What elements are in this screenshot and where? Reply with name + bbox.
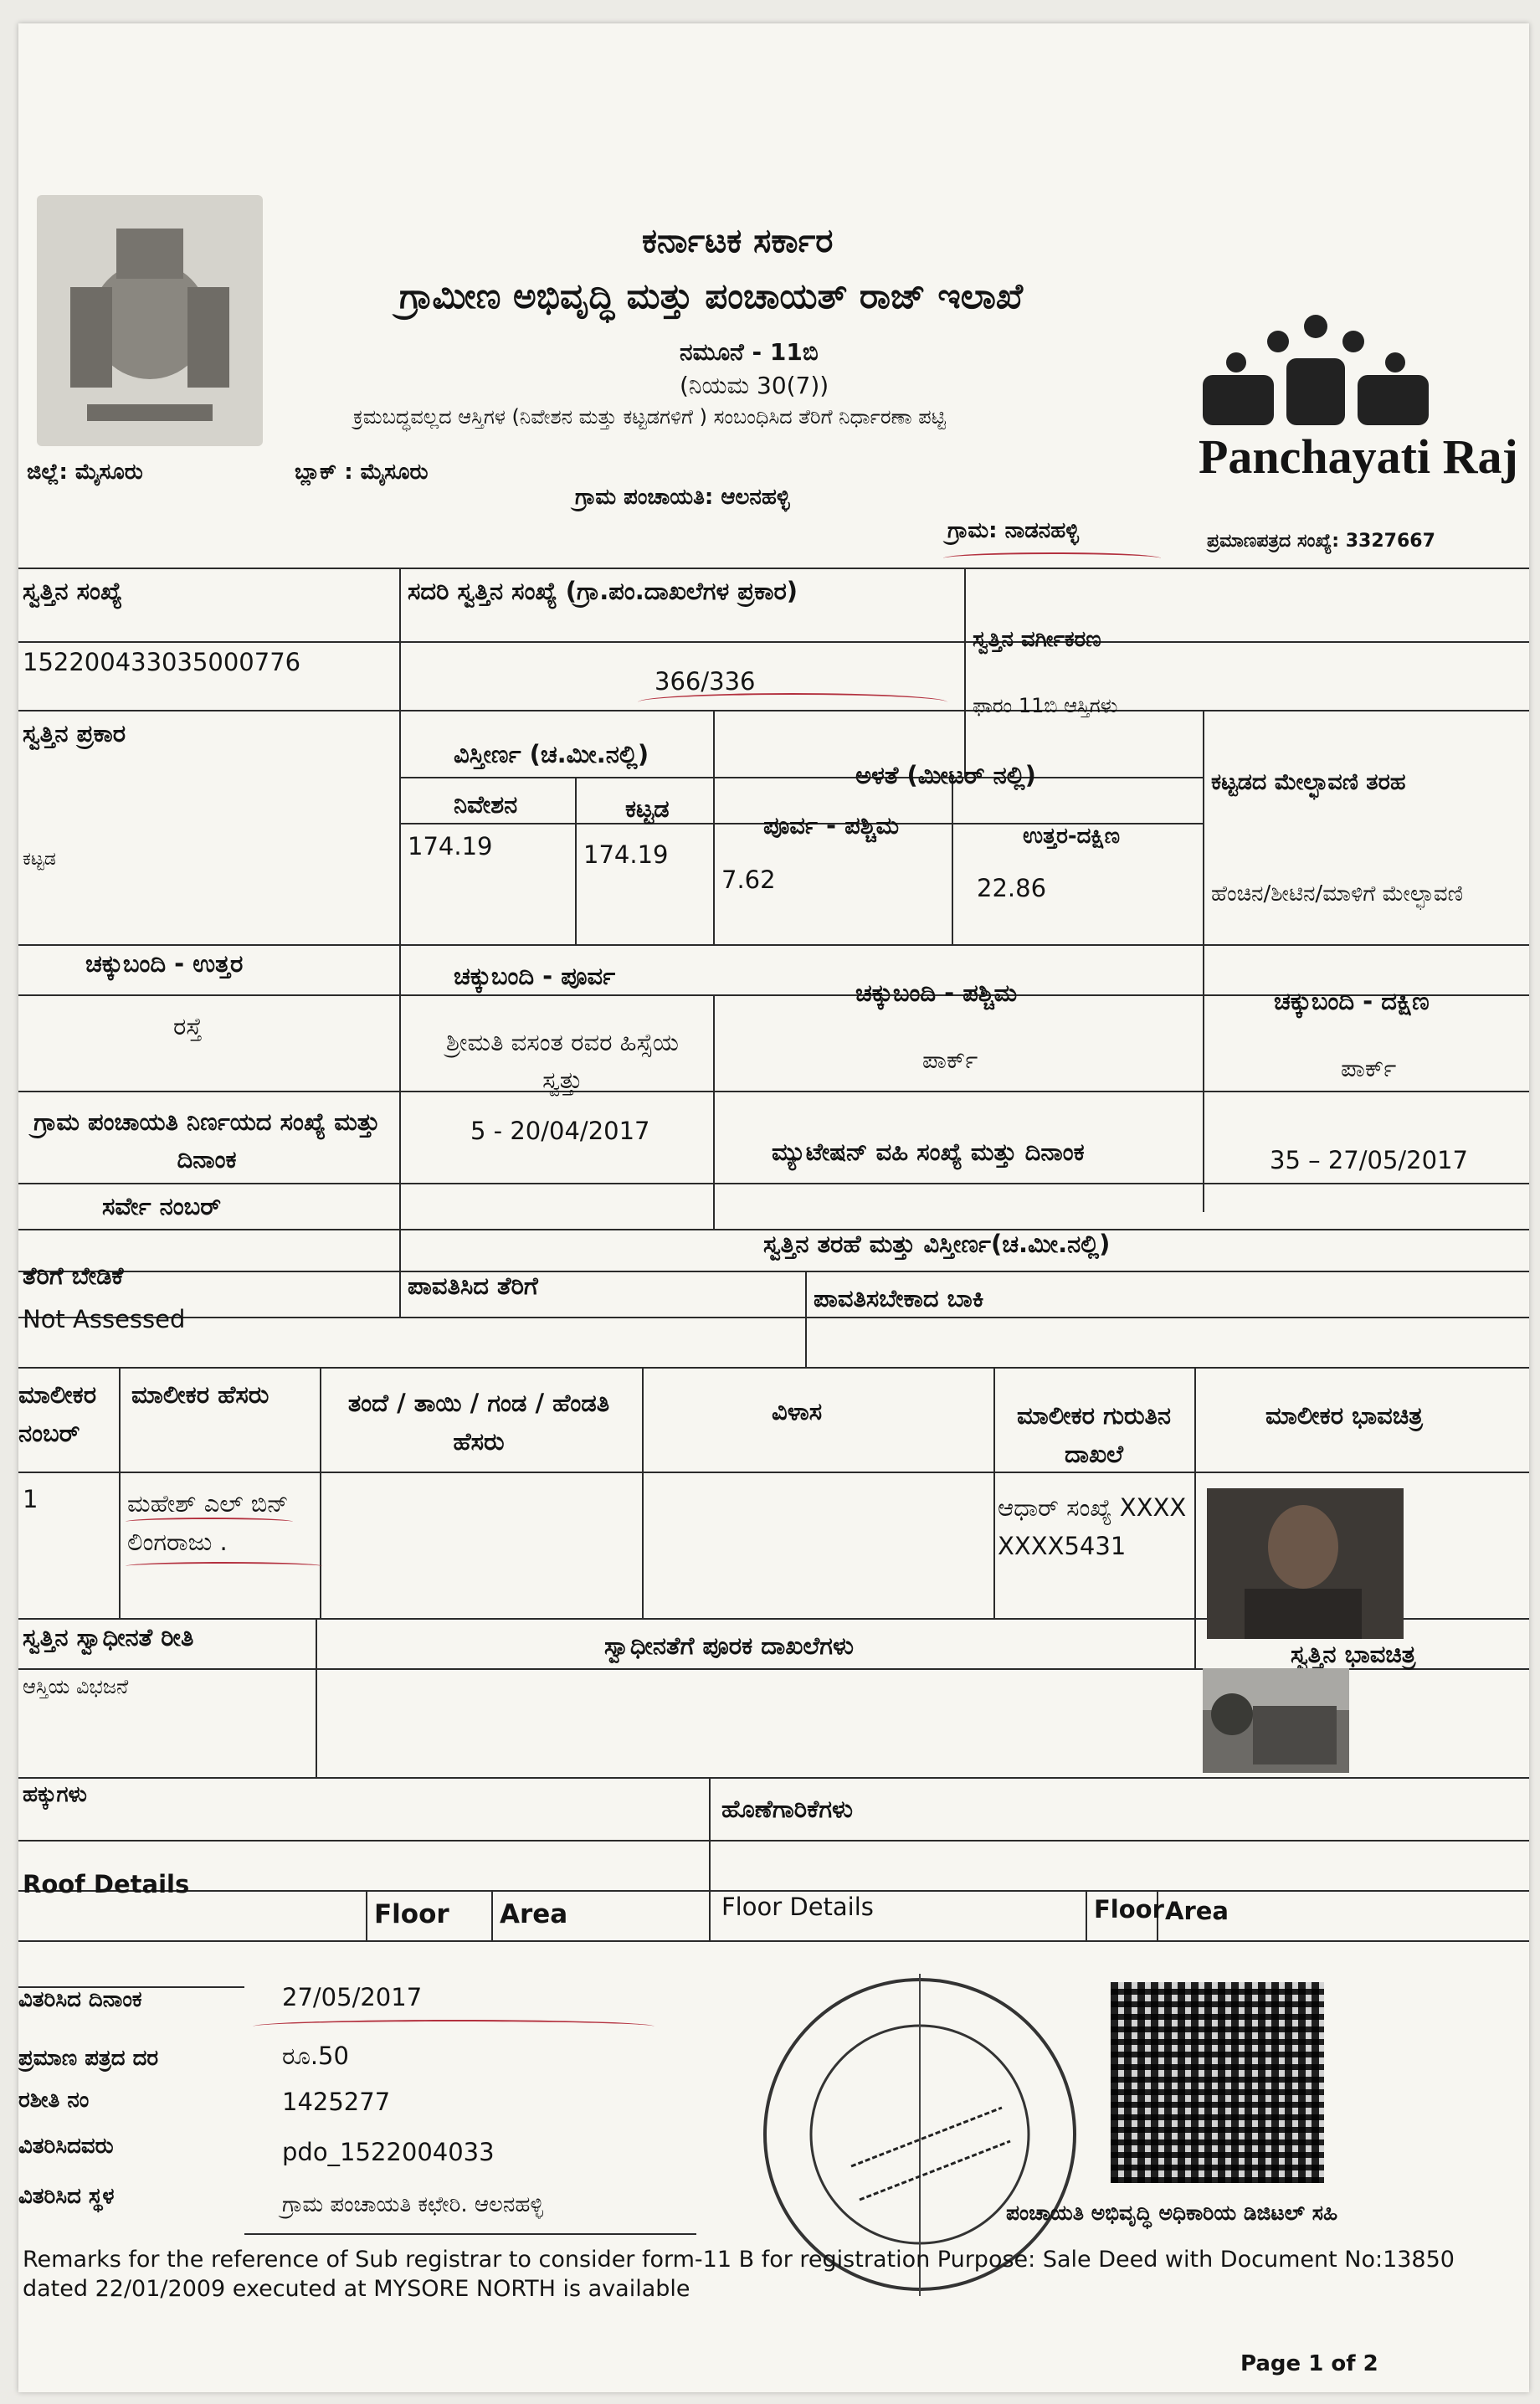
floor-floor-label: Floor <box>1094 1895 1164 1924</box>
header-line1: ಕರ್ನಾಟಕ ಸರ್ಕಾರ <box>642 222 834 260</box>
site-label: ನಿವೇಶನ <box>454 790 518 819</box>
property-id-value: 152200433035000776 <box>23 648 301 676</box>
partition-label: ಆಸ್ತಿಯ ವಿಭಜನೆ <box>23 1675 129 1698</box>
qr-code <box>1111 1982 1324 2183</box>
receipt-value: 1425277 <box>282 2088 391 2116</box>
owner-no-label: ಮಾಲೀಕರ ನಂಬರ್ <box>18 1380 97 1448</box>
property-type-value: ಕಟ್ಟಡ <box>23 849 56 870</box>
roof-label: ಕಟ್ಟಡದ ಮೇಲ್ಛಾವಣಿ ತರಹ <box>1211 769 1406 795</box>
panchayati-raj-logo-icon <box>1194 308 1471 434</box>
place-label: ವಿತರಿಸಿದ ಸ್ಥಳ <box>18 2184 115 2209</box>
ns-value: 22.86 <box>977 874 1047 902</box>
karnataka-emblem-icon <box>37 195 263 446</box>
roof-area-label: Area <box>500 1899 568 1929</box>
block: ಬ್ಲಾಕ್ : ಮೈಸೂರು <box>295 460 429 485</box>
floor-area-label: Area <box>1165 1897 1229 1925</box>
owner-id-label: ಮಾಲೀಕರ ಗುರುತಿನ ದಾಖಲೆ <box>1016 1401 1172 1469</box>
west-label: ಚಕ್ಕುಬಂದಿ - ಪಶ್ಚಿಮ <box>855 979 1018 1007</box>
fee-label: ಪ್ರಮಾಣ ಪತ್ರದ ದರ <box>18 2046 159 2071</box>
owner-name-value: ಮಹೇಶ್ ಎಲ್ ಬಿನ್ ಲಿಂಗರಾಜು . <box>127 1489 289 1557</box>
issuer-label: ವಿತರಿಸಿದವರು <box>18 2134 114 2159</box>
west-value: ಪಾರ್ಕ್ <box>922 1045 978 1074</box>
rule-number: (ನಿಯಮ 30(7)) <box>680 372 829 399</box>
fee-value: ರೂ.50 <box>282 2042 349 2070</box>
east-label: ಚಕ್ಕುಬಂದಿ - ಪೂರ್ವ <box>454 962 616 990</box>
property-photo-label: ಸ್ವತ್ತಿನ ಭಾವಚಿತ್ರ <box>1291 1640 1416 1668</box>
roof-value: ಹೆಂಚಿನ/ಶೀಟಿನ/ಮಾಳಿಗೆ ಮೇಲ್ಛಾವಣಿ <box>1211 881 1464 907</box>
tax-demand-label: ತೆರಿಗೆ ಬೇಡಿಕೆ <box>23 1261 124 1290</box>
digital-signature-label: ಪಂಚಾಯತಿ ಅಭಿವೃದ್ಧಿ ಅಧಿಕಾರಿಯ ಡಿಜಿಟಲ್ ಸಹಿ <box>1006 2201 1338 2225</box>
ew-value: 7.62 <box>721 866 776 894</box>
remarks-line1: Remarks for the reference of Sub registrar to consider form-11 B for registration Purpose: Sale Deed with Document No:13850 <box>23 2247 1455 2273</box>
acq-method-label: ಸ್ವತ್ತಿನ ಸ್ವಾಧೀನತೆ ರೀತಿ <box>23 1623 194 1651</box>
village: ಗ್ರಾಮ: ನಾಡನಹಳ್ಳಿ <box>947 518 1080 543</box>
kind-area-label: ಸ್ವತ್ತಿನ ತರಹೆ ಮತ್ತು ವಿಸ್ತೀರ್ಣ(ಚ.ಮೀ.ನಲ್ಲಿ) <box>763 1230 1111 1258</box>
issue-date-label: ವಿತರಿಸಿದ ದಿನಾಂಕ <box>18 1987 142 2012</box>
owner-parent-label: ತಂದೆ / ತಾಯಿ / ಗಂಡ / ಹೆಂಡತಿ ಹೆಸರು <box>347 1389 610 1456</box>
receipt-label: ರಶೀತಿ ನಂ <box>18 2088 90 2113</box>
mutation-value: 35 – 27/05/2017 <box>1270 1146 1468 1174</box>
place-value: ಗ್ರಾಮ ಪಂಚಾಯತಿ ಕಛೇರಿ. ಆಲನಹಳ್ಳಿ <box>282 2192 544 2217</box>
rights-label: ಹಕ್ಕುಗಳು <box>23 1782 87 1807</box>
property-type-label: ಸ್ವತ್ತಿನ ಪ್ರಕಾರ <box>23 719 126 747</box>
issuer-value: pdo_1522004033 <box>282 2138 495 2166</box>
acq-docs-label: ಸ್ವಾಧೀನತೆಗೆ ಪೂರಕ ದಾಖಲೆಗಳು <box>604 1631 854 1660</box>
north-label: ಚಕ್ಕುಬಂದಿ - ಉತ್ತರ <box>85 949 244 978</box>
owner-photo <box>1207 1488 1404 1639</box>
north-value: ರಸ್ತೆ <box>173 1012 203 1040</box>
page-number: Page 1 of 2 <box>1240 2351 1378 2376</box>
area-label: ವಿಸ್ತೀರ್ಣ (ಚ.ಮೀ.ನಲ್ಲಿ) <box>454 740 649 768</box>
ew-label: ಪೂರ್ವ - ಪಶ್ಚಿಮ <box>763 811 900 840</box>
ns-label: ಉತ್ತರ-ದಕ್ಷಿಣ <box>1023 824 1121 849</box>
owner-photo-label: ಮಾಲೀಕರ ಭಾವಚಿತ್ರ <box>1265 1401 1423 1430</box>
tax-demand-value: Not Assessed <box>23 1305 186 1333</box>
header-subtitle: ಕ್ರಮಬದ್ಧವಲ್ಲದ ಆಸ್ತಿಗಳ (ನಿವೇಶನ ಮತ್ತು ಕಟ್ಟಡಗಳಿಗೆ ) ಸಂಬಂಧಿಸಿದ ತೆರಿಗೆ ನಿರ್ಧಾರಣಾ ಪಟ್ಟಿ <box>353 405 947 429</box>
owner-address-label: ವಿಳಾಸ <box>772 1397 823 1425</box>
mutation-label: ಮ್ಯುಟೇಷನ್ ವಹಿ ಸಂಖ್ಯೆ ಮತ್ತು ದಿನಾಂಕ <box>772 1138 1085 1166</box>
owner-id-value: ಆಧಾರ್ ಸಂಖ್ಯೆ XXXXXXXX5431 <box>998 1493 1187 1561</box>
floor-details-label: Floor Details <box>721 1893 874 1921</box>
sadari-value: 366/336 <box>654 667 756 696</box>
east-value: ಶ್ರೀಮತಿ ವಸಂತ ರವರ ಹಿಸ್ಸೆಯ ಸ್ವತ್ತು <box>446 1028 679 1094</box>
logo-text: Panchayati Raj <box>1199 429 1518 484</box>
south-value: ಪಾರ್ಕ್ <box>1341 1054 1397 1082</box>
site-value: 174.19 <box>408 832 493 860</box>
roof-floor-label: Floor <box>374 1899 449 1929</box>
roof-details-label: Roof Details <box>23 1870 190 1898</box>
survey-label: ಸರ್ವೇ ನಂಬರ್ <box>102 1192 221 1220</box>
issue-date-value: 27/05/2017 <box>282 1983 423 2011</box>
gp-decision-label: ಗ್ರಾಮ ಪಂಚಾಯತಿ ನಿರ್ಣಯದ ಸಂಖ್ಯೆ ಮತ್ತು ದಿನಾಂಕ <box>33 1107 380 1174</box>
remarks-line2: dated 22/01/2009 executed at MYSORE NORTH is available <box>23 2276 690 2302</box>
property-photo <box>1203 1668 1349 1773</box>
liabilities-label: ಹೊಣೆಗಾರಿಕೆಗಳು <box>721 1795 853 1823</box>
south-label: ಚಕ್ಕುಬಂದಿ - ದಕ್ಷಿಣ <box>1274 987 1430 1015</box>
tax-paid-label: ಪಾವತಿಸಿದ ತೆರಿಗೆ <box>408 1271 538 1300</box>
building-label: ಕಟ್ಟಡ <box>625 794 670 823</box>
property-id-label: ಸ್ವತ್ತಿನ ಸಂಖ್ಯೆ <box>23 577 123 605</box>
form-number: ನಮೂನೆ - 11ಬಿ <box>680 338 819 366</box>
owner-no-value: 1 <box>23 1485 38 1513</box>
document-page <box>18 23 1529 2392</box>
classification-value: ಫಾರಂ 11ಬಿ ಆಸ್ತಿಗಳು <box>973 694 1118 717</box>
certificate-number: ಪ್ರಮಾಣಪತ್ರದ ಸಂಖ್ಯೆ: 3327667 <box>1207 531 1435 552</box>
gram-panchayat: ಗ್ರಾಮ ಪಂಚಾಯತಿ: ಆಲನಹಳ್ಳಿ <box>575 485 790 510</box>
header-line2: ಗ್ರಾಮೀಣ ಅಭಿವೃದ್ಧಿ ಮತ್ತು ಪಂಚಾಯತ್ ರಾಜ್ ಇಲಾಖೆ <box>399 275 1024 316</box>
dims-label: ಅಳತೆ (ಮೀಟರ್ ನಲ್ಲಿ) <box>855 761 1036 789</box>
gp-decision-value: 5 - 20/04/2017 <box>470 1117 650 1145</box>
sadari-label: ಸದರಿ ಸ್ವತ್ತಿನ ಸಂಖ್ಯೆ (ಗ್ರಾ.ಪಂ.ದಾಖಲೆಗಳ ಪ್ರಕಾರ) <box>408 577 798 605</box>
district: ಜಿಲ್ಲೆ: ಮೈಸೂರು <box>27 460 143 485</box>
classification-label: ಸ್ವತ್ತಿನ ವರ್ಗೀಕರಣ <box>973 627 1101 652</box>
building-value: 174.19 <box>583 840 669 869</box>
tax-due-label: ಪಾವತಿಸಬೇಕಾದ ಬಾಕಿ <box>814 1284 984 1312</box>
owner-name-label: ಮಾಲೀಕರ ಹೆಸರು <box>131 1380 270 1409</box>
